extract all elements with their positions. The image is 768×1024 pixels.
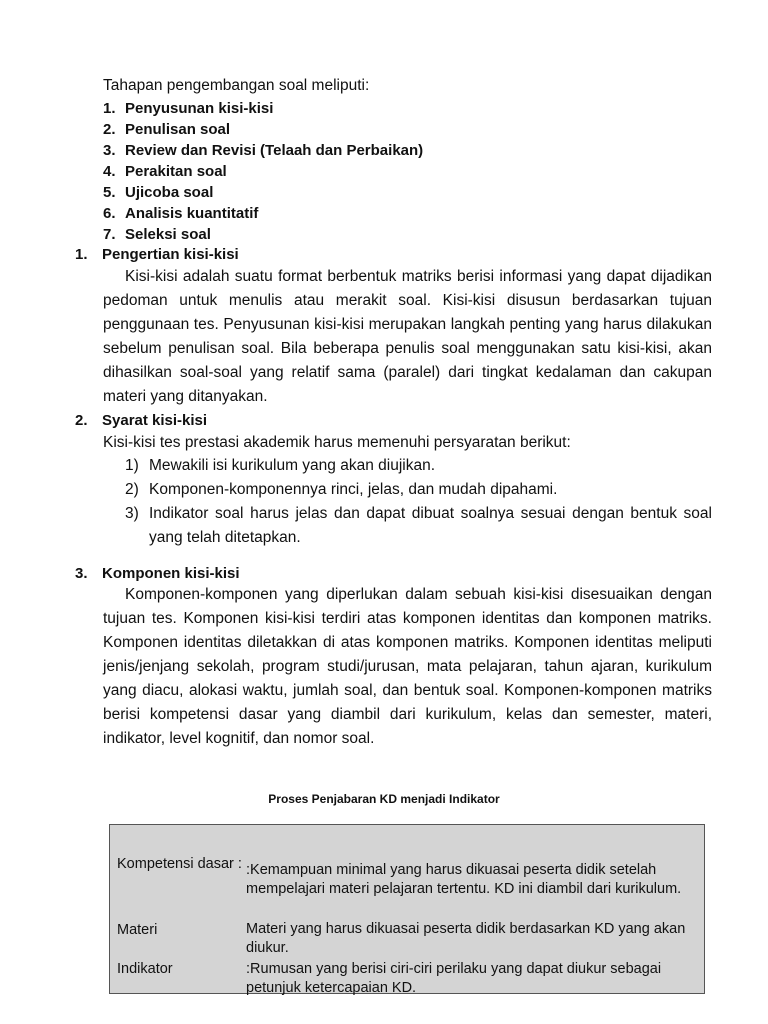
section-title-syarat (75, 411, 207, 431)
definition-term: Indikator (117, 961, 173, 977)
definition-term: Kompetensi dasar : (117, 856, 242, 872)
step-label: Perakitan soal (125, 163, 227, 180)
item-text: Mewakili isi kurikulum yang akan diujikan. (149, 457, 436, 474)
step-number: 6. (103, 205, 116, 222)
section-number: 2. (75, 412, 88, 429)
step-label: Penulisan soal (125, 121, 231, 138)
list-item (103, 119, 423, 140)
list-item (103, 182, 423, 203)
list-item (103, 224, 423, 245)
definition-term: Materi (117, 922, 158, 938)
section-title-komponen (75, 564, 240, 584)
list-item (125, 454, 712, 478)
item-number: 3) (125, 505, 139, 522)
section-number: 3. (75, 565, 88, 582)
list-item (103, 140, 423, 161)
section-number: 1. (75, 246, 88, 263)
development-steps-list (103, 98, 423, 245)
list-item (103, 203, 423, 224)
intro-text: Tahapan pengembangan soal meliputi: (103, 77, 370, 94)
section-title-text: Syarat kisi-kisi (102, 412, 208, 429)
section-paragraph-komponen: Komponen-komponen yang diperlukan dalam sebuah kisi-kisi disesuaikan dengan tujuan tes. Komponen kisi-kisi terdiri atas komponen identitas dan komponen matriks. Komponen identitas diletakkan di atas komponen matriks. Komponen identitas meliputi jenis/jenjang sekolah, program studi/jurusan, mata pelajaran, tahun ajaran, kurikulum yang diacu, alokasi waktu, jumlah soal, dan bentuk soal. Komponen-komponen matriks berisi kompetensi dasar yang diambil dari kurikulum, kelas dan semester, materi, indikator, level kognitif, dan nomor soal. (103, 586, 712, 747)
step-number: 2. (103, 121, 116, 138)
list-item (125, 478, 712, 502)
item-number: 2) (125, 481, 139, 498)
definition-text: :Rumusan yang berisi ciri-ciri perilaku yang dapat diukur sebagai petunjuk ketercapaian KD. (246, 961, 662, 996)
list-item (103, 161, 423, 182)
definition-box (109, 824, 705, 994)
section-paragraph-pengertian: Kisi-kisi adalah suatu format berbentuk matriks berisi informasi yang dapat dijadikan pedoman untuk menulis atau merakit soal. Kisi-kisi disusun berdasarkan tujuan penggunaan tes. Penyusunan kisi-kisi merupakan langkah penting yang harus dilakukan sebelum penulisan soal. Bila beberapa penulis soal menggunakan satu kisi-kisi, akan dihasilkan soal-soal yang relatif sama (paralel) dari tingkat kedalaman dan cakupan materi yang ditanyakan. (103, 268, 712, 405)
list-item (103, 98, 423, 119)
definition-text: Materi yang harus dikuasai peserta didik berdasarkan KD yang akan diukur. (246, 921, 686, 956)
definition-text: :Kemampuan minimal yang harus dikuasai peserta didik setelah mempelajari materi pelajaran tertentu. KD ini diambil dari kurikulum. (246, 862, 682, 897)
step-number: 1. (103, 100, 116, 117)
step-label: Analisis kuantitatif (125, 205, 259, 222)
section-title-text: Pengertian kisi-kisi (102, 246, 239, 263)
figure-caption: Proses Penjabaran KD menjadi Indikator (268, 792, 500, 806)
item-text: Indikator soal harus jelas dan dapat dibuat soalnya sesuai dengan bentuk soal yang telah ditetapkan. (149, 505, 712, 546)
step-number: 5. (103, 184, 116, 201)
step-label: Ujicoba soal (125, 184, 214, 201)
step-number: 4. (103, 163, 116, 180)
item-number: 1) (125, 457, 139, 474)
section-title-pengertian (75, 245, 239, 265)
item-text: Komponen-komponennya rinci, jelas, dan mudah dipahami. (149, 481, 558, 498)
step-label: Seleksi soal (125, 226, 211, 243)
section-lead-syarat: Kisi-kisi tes prestasi akademik harus memenuhi persyaratan berikut: (103, 434, 571, 451)
step-label: Penyusunan kisi-kisi (125, 100, 274, 117)
section-title-text: Komponen kisi-kisi (102, 565, 240, 582)
step-number: 3. (103, 142, 116, 159)
requirements-list (125, 454, 712, 550)
list-item (125, 502, 712, 550)
step-label: Review dan Revisi (Telaah dan Perbaikan) (125, 142, 424, 159)
step-number: 7. (103, 226, 116, 243)
